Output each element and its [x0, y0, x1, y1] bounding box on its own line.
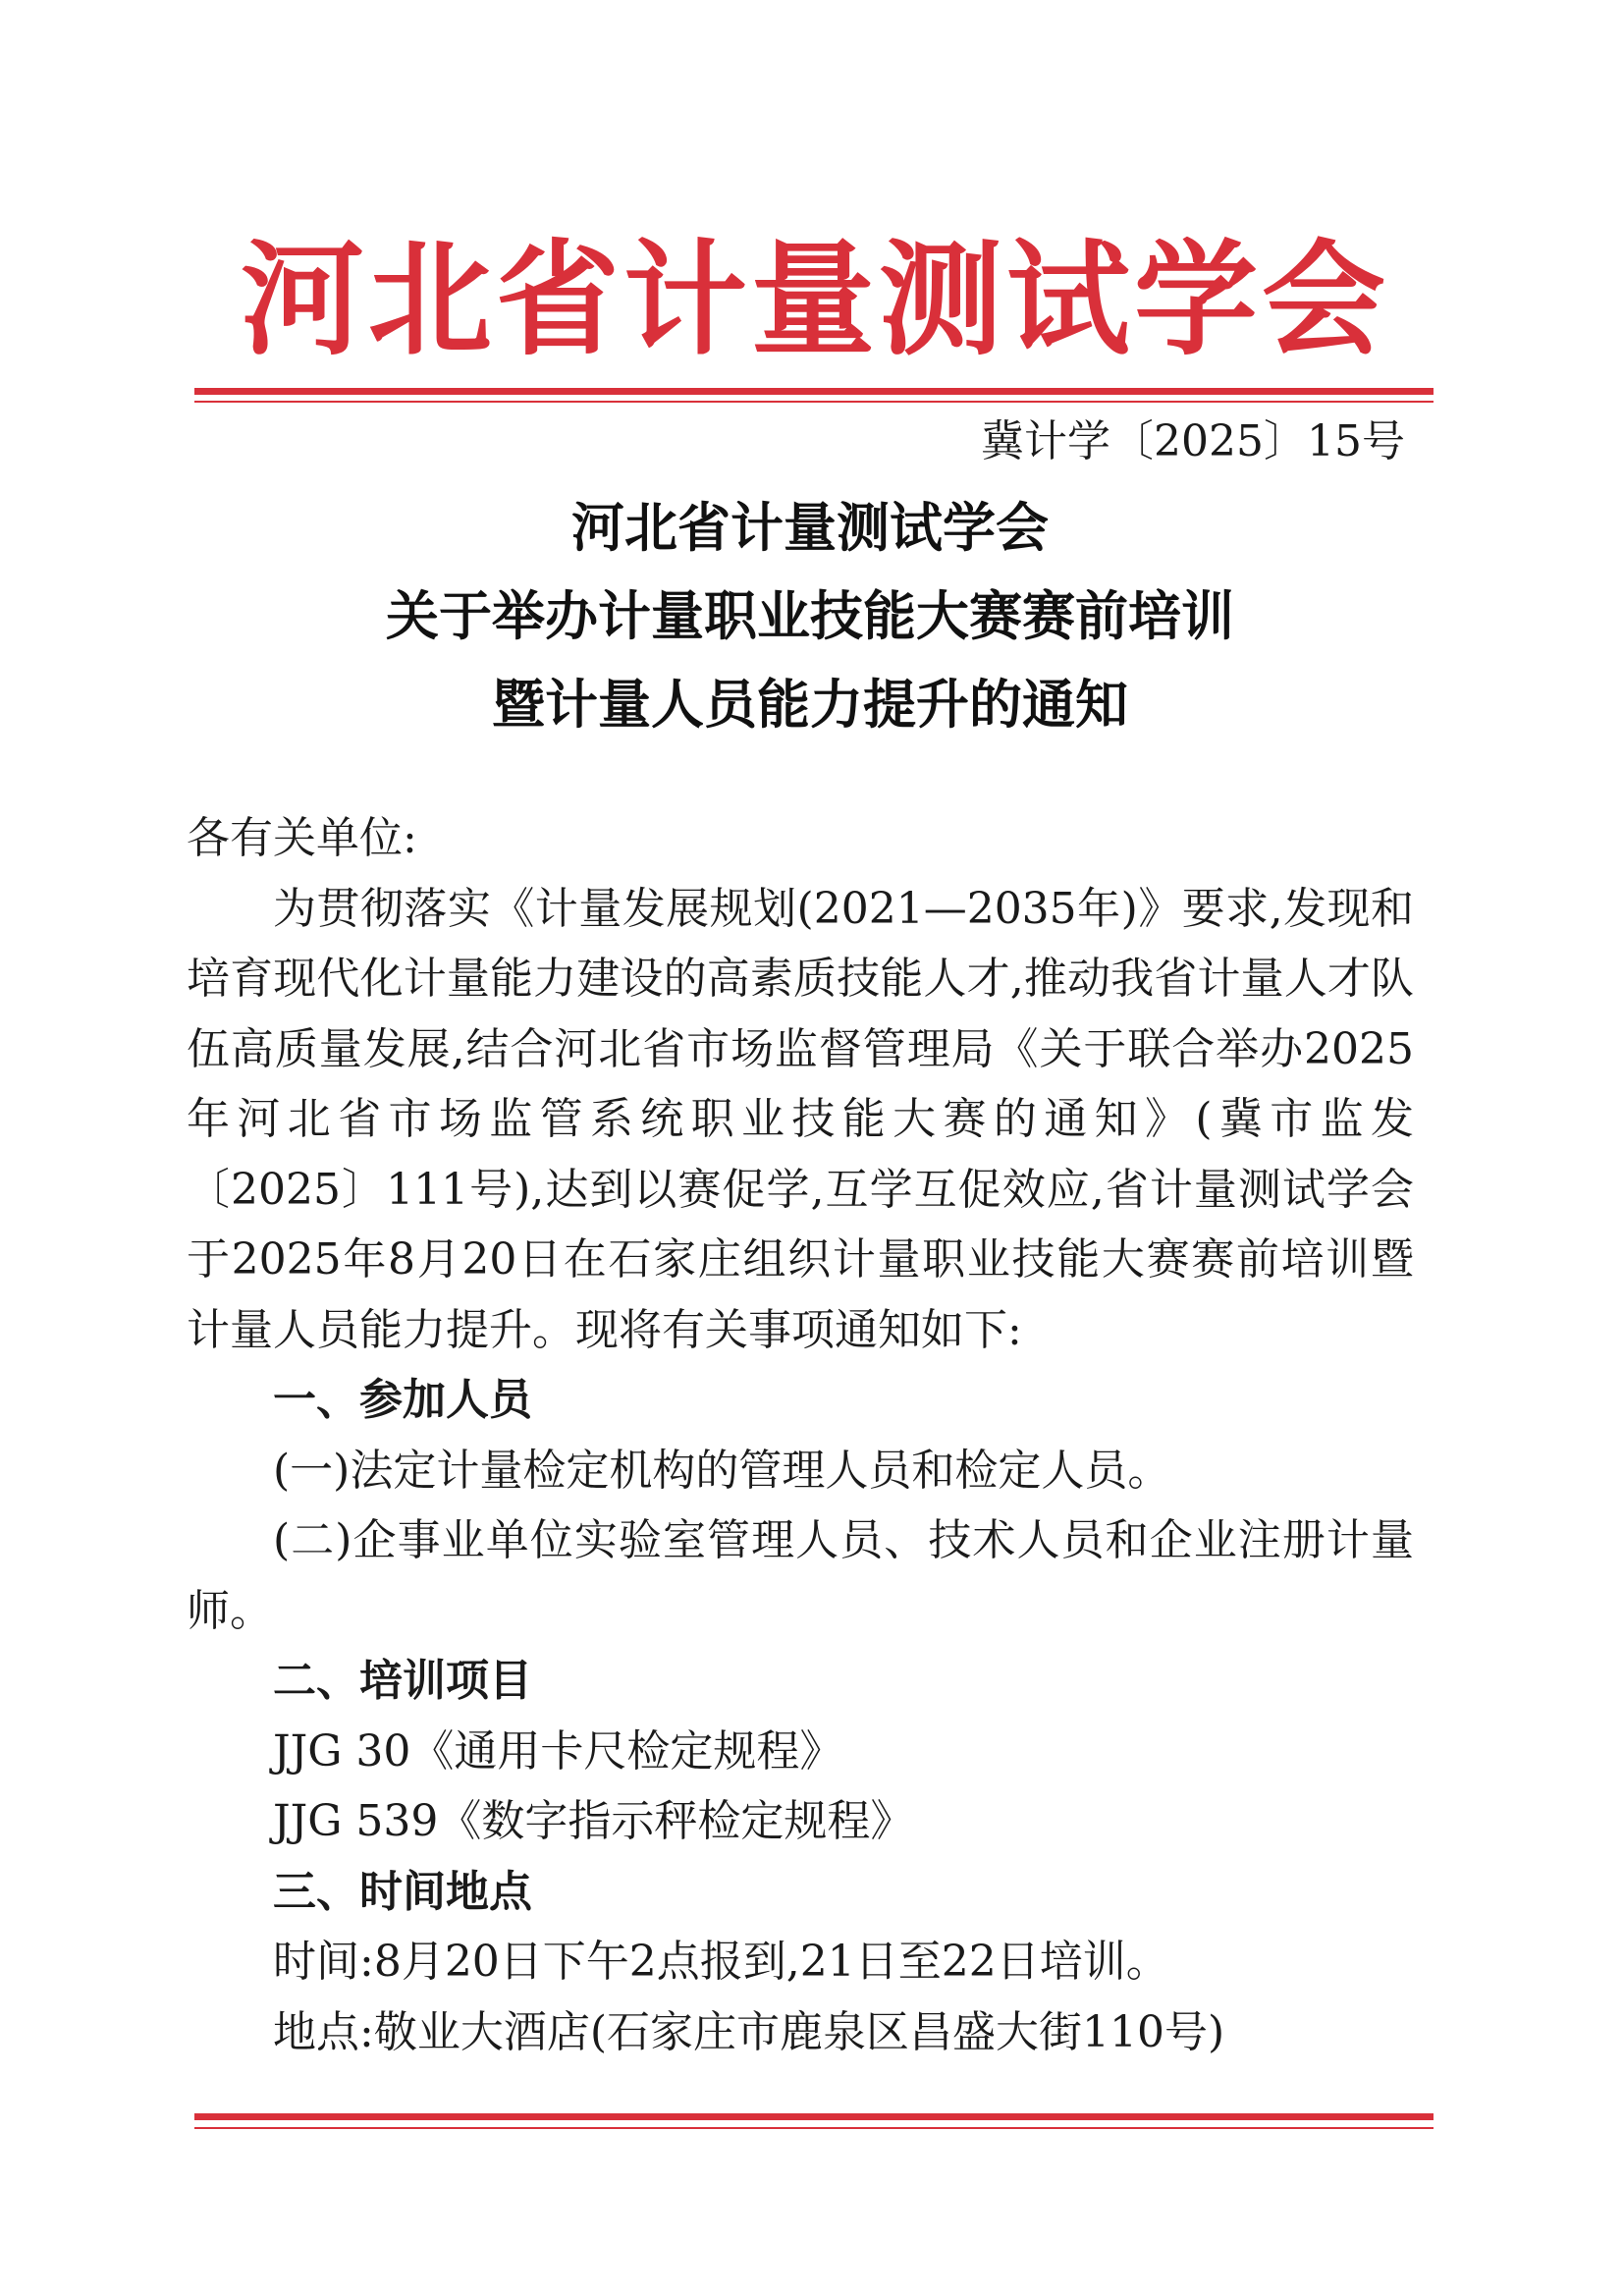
section-heading-training: 二、培训项目 — [273, 1656, 532, 1706]
title-line: 暨计量人员能力提升的通知 — [492, 673, 1128, 736]
notice-body — [187, 803, 1414, 2067]
title-line: 河北省计量测试学会 — [571, 496, 1049, 559]
intro-paragraph: 为贯彻落实《计量发展规划(2021—2035年)》要求,发现和培育现代化计量能力建设的高素质技能人才,推动我省计量人才队伍高质量发展,结合河北省市场监督管理局《关于联合举办2025年河北省市场监管系统职业技能大赛的通知》(冀市监发〔2025〕111号),达到以赛促学,互学互促效应,省计量测试学会于2025年8月20日在石家庄组织计量职业技能大赛赛前培训暨计量人员能力提升。现将有关事项通知如下: — [187, 883, 1414, 1355]
training-item: JJG 30《通用卡尺检定规程》 — [273, 1725, 843, 1777]
title-line: 关于举办计量职业技能大赛赛前培训 — [386, 584, 1234, 647]
footer-rule-thick — [194, 2113, 1434, 2120]
masthead-title: 河北省计量测试学会 — [241, 227, 1389, 372]
notice-title — [196, 483, 1424, 748]
section-heading-time-place: 三、时间地点 — [273, 1866, 532, 1917]
participant-item: (二)企事业单位实验室管理人员、技术人员和企业注册计量师。 — [187, 1515, 1414, 1636]
section-heading-participants: 一、参加人员 — [273, 1375, 532, 1425]
training-item: JJG 539《数字指示秤检定规程》 — [273, 1796, 914, 1846]
place-line: 地点:敬业大酒店(石家庄市鹿泉区昌盛大街110号) — [273, 2006, 1225, 2057]
time-line: 时间:8月20日下午2点报到,21日至22日培训。 — [273, 1937, 1169, 1987]
document-number: 冀计学〔2025〕15号 — [981, 416, 1405, 466]
participant-item: (一)法定计量检定机构的管理人员和检定人员。 — [273, 1445, 1171, 1496]
footer-rule-thin — [194, 2127, 1434, 2129]
masthead-rule-thin — [194, 401, 1434, 403]
salutation: 各有关单位: — [187, 813, 417, 863]
masthead-rule-thick — [194, 388, 1434, 395]
